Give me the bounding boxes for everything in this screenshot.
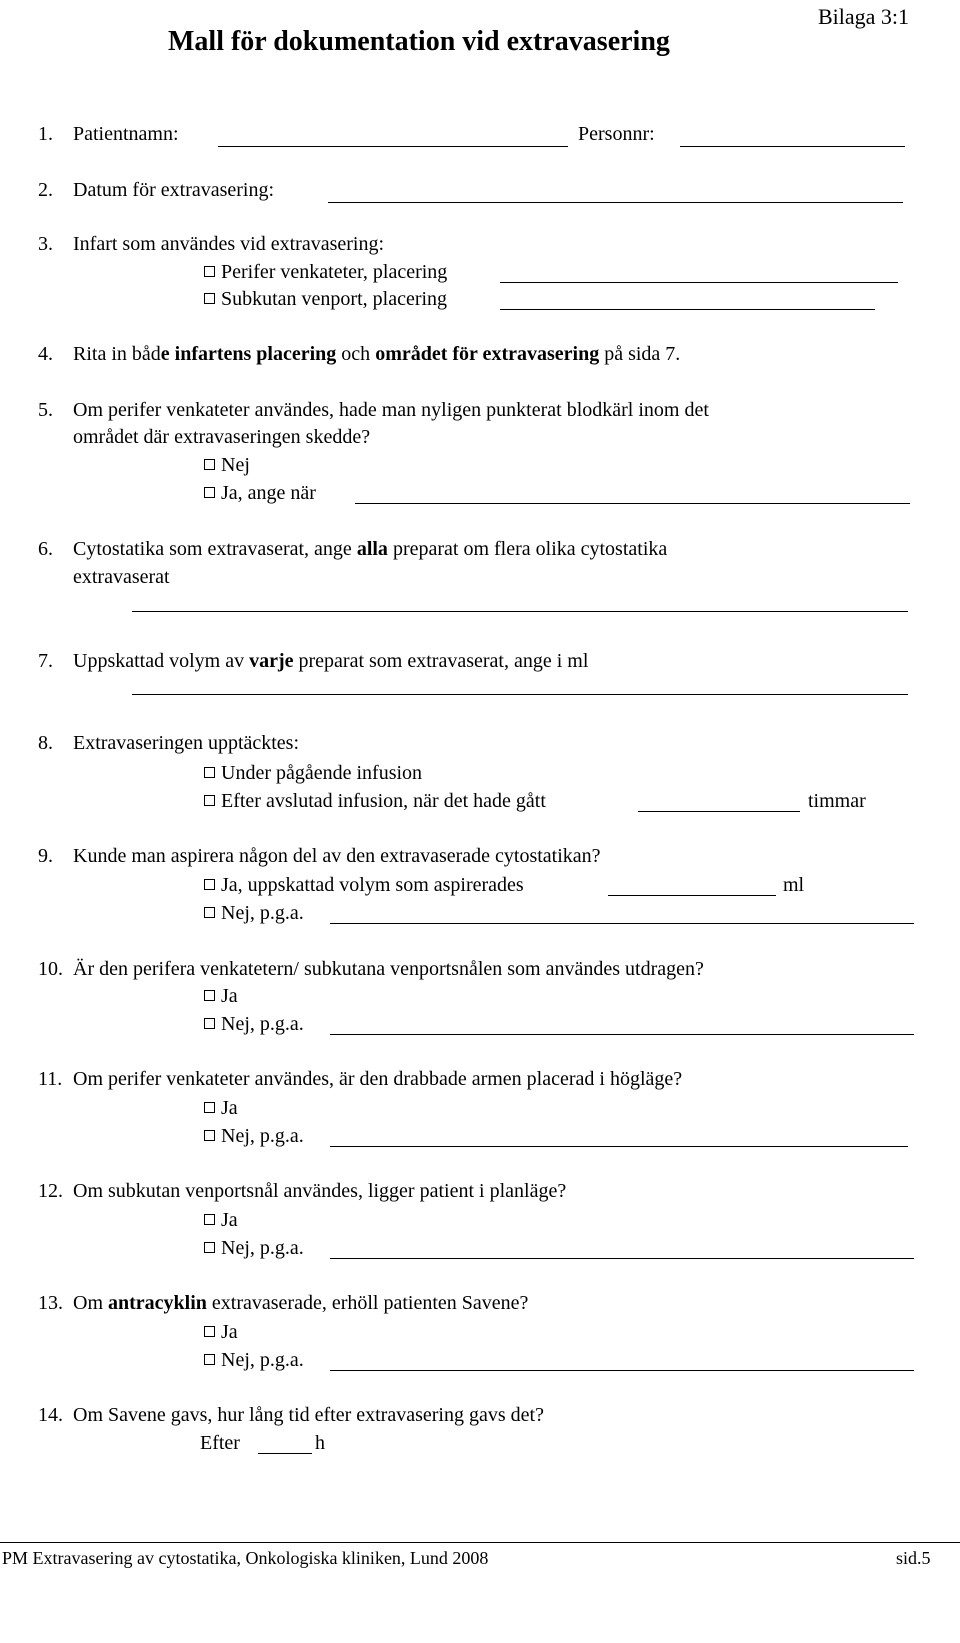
q2-number: 2. — [38, 179, 53, 201]
q11-option-ja: Ja — [221, 1097, 238, 1119]
q10-option-nej: Nej, p.g.a. — [221, 1013, 304, 1035]
checkbox-perifer[interactable] — [204, 266, 215, 277]
q3-option-perifer: Perifer venkateter, placering — [221, 261, 448, 283]
q1-label: Patientnamn: — [73, 123, 179, 145]
checkbox-q11-ja[interactable] — [204, 1102, 215, 1113]
page-number: sid.5 — [896, 1548, 931, 1568]
q6-line2: extravaserat — [73, 566, 170, 588]
q4-text: Rita in både infartens placering och området för extravasering på sida 7. — [73, 343, 681, 365]
q11-reason-field[interactable] — [330, 1146, 908, 1147]
checkbox-q10-ja[interactable] — [204, 990, 215, 1001]
q3-option-subkutan: Subkutan venport, placering — [221, 288, 448, 310]
q8-number: 8. — [38, 732, 53, 754]
subkutan-placement-field[interactable] — [500, 309, 875, 310]
q7-number: 7. — [38, 650, 53, 672]
checkbox-subkutan[interactable] — [204, 293, 215, 304]
q14-label: Om Savene gavs, hur lång tid efter extravasering gavs det? — [73, 1404, 544, 1426]
q3-number: 3. — [38, 233, 53, 255]
q13-option-nej: Nej, p.g.a. — [221, 1349, 304, 1371]
footer-divider — [0, 1542, 960, 1543]
q5-when-field[interactable] — [355, 503, 910, 504]
q9-reason-field[interactable] — [330, 923, 914, 924]
checkbox-q5-ja[interactable] — [204, 487, 215, 498]
q14-prefix: Efter — [200, 1432, 240, 1454]
q1-label-personnr: Personnr: — [578, 123, 655, 145]
q9-label: Kunde man aspirera någon del av den extravaserade cytostatikan? — [73, 845, 601, 867]
checkbox-q8-efter[interactable] — [204, 795, 215, 806]
q9-option-nej: Nej, p.g.a. — [221, 902, 304, 924]
q6-preparations-field[interactable] — [132, 611, 908, 612]
checkbox-q5-nej[interactable] — [204, 459, 215, 470]
q14-unit: h — [315, 1432, 325, 1454]
q9-number: 9. — [38, 845, 53, 867]
q11-number: 11. — [38, 1068, 63, 1090]
q5-option-ja: Ja, ange när — [221, 482, 316, 504]
perifer-placement-field[interactable] — [500, 282, 898, 283]
page-title: Mall för dokumentation vid extravasering — [168, 26, 670, 57]
appendix-label: Bilaga 3:1 — [818, 4, 910, 29]
q5-option-nej: Nej — [221, 454, 250, 476]
q7-volume-field[interactable] — [132, 694, 908, 695]
q2-label: Datum för extravasering: — [73, 179, 275, 201]
q13-reason-field[interactable] — [330, 1370, 914, 1371]
checkbox-q8-under[interactable] — [204, 767, 215, 778]
checkbox-q13-nej[interactable] — [204, 1354, 215, 1365]
q8-label: Extravaseringen upptäcktes: — [73, 732, 300, 754]
q8-option-under: Under pågående infusion — [221, 762, 423, 784]
checkbox-q12-ja[interactable] — [204, 1214, 215, 1225]
q5-number: 5. — [38, 399, 53, 421]
q10-label: Är den perifera venkatetern/ subkutana venportsnålen som användes utdragen? — [73, 958, 704, 980]
q3-label: Infart som användes vid extravasering: — [73, 233, 385, 255]
q12-option-nej: Nej, p.g.a. — [221, 1237, 304, 1259]
q13-number: 13. — [38, 1292, 63, 1314]
patient-name-field[interactable] — [218, 146, 568, 147]
q10-reason-field[interactable] — [330, 1034, 914, 1035]
q7-text: Uppskattad volym av varje preparat som extravaserat, ange i ml — [73, 650, 589, 672]
q9-volume-field[interactable] — [608, 895, 776, 896]
q12-label: Om subkutan venportsnål användes, ligger patient i planläge? — [73, 1180, 567, 1202]
checkbox-q13-ja[interactable] — [204, 1326, 215, 1337]
q13-text: Om antracyklin extravaserade, erhöll patienten Savene? — [73, 1292, 529, 1314]
checkbox-q9-nej[interactable] — [204, 907, 215, 918]
q8-unit: timmar — [808, 790, 866, 812]
q6-line1: Cytostatika som extravaserat, ange alla preparat om flera olika cytostatika — [73, 538, 668, 560]
q12-number: 12. — [38, 1180, 63, 1202]
footer-reference: PM Extravasering av cytostatika, Onkologiska kliniken, Lund 2008 — [2, 1548, 489, 1568]
personnr-field[interactable] — [680, 146, 905, 147]
q4-number: 4. — [38, 343, 53, 365]
q14-hours-field[interactable] — [258, 1453, 312, 1454]
q11-option-nej: Nej, p.g.a. — [221, 1125, 304, 1147]
q10-option-ja: Ja — [221, 985, 238, 1007]
checkbox-q9-ja[interactable] — [204, 879, 215, 890]
q1-number: 1. — [38, 123, 53, 145]
q12-option-ja: Ja — [221, 1209, 238, 1231]
q11-label: Om perifer venkateter användes, är den drabbade armen placerad i högläge? — [73, 1068, 683, 1090]
q12-reason-field[interactable] — [330, 1258, 914, 1259]
checkbox-q10-nej[interactable] — [204, 1018, 215, 1029]
q8-option-efter: Efter avslutad infusion, när det hade gått — [221, 790, 546, 812]
checkbox-q12-nej[interactable] — [204, 1242, 215, 1253]
date-field[interactable] — [328, 202, 903, 203]
q9-option-ja: Ja, uppskattad volym som aspirerades — [221, 874, 524, 896]
checkbox-q11-nej[interactable] — [204, 1130, 215, 1141]
q10-number: 10. — [38, 958, 63, 980]
q5-line1: Om perifer venkateter användes, hade man nyligen punkterat blodkärl inom det — [73, 399, 709, 421]
q5-line2: området där extravaseringen skedde? — [73, 426, 371, 448]
q14-number: 14. — [38, 1404, 63, 1426]
q13-option-ja: Ja — [221, 1321, 238, 1343]
q6-number: 6. — [38, 538, 53, 560]
q8-hours-field[interactable] — [638, 811, 800, 812]
q9-unit: ml — [783, 874, 805, 896]
